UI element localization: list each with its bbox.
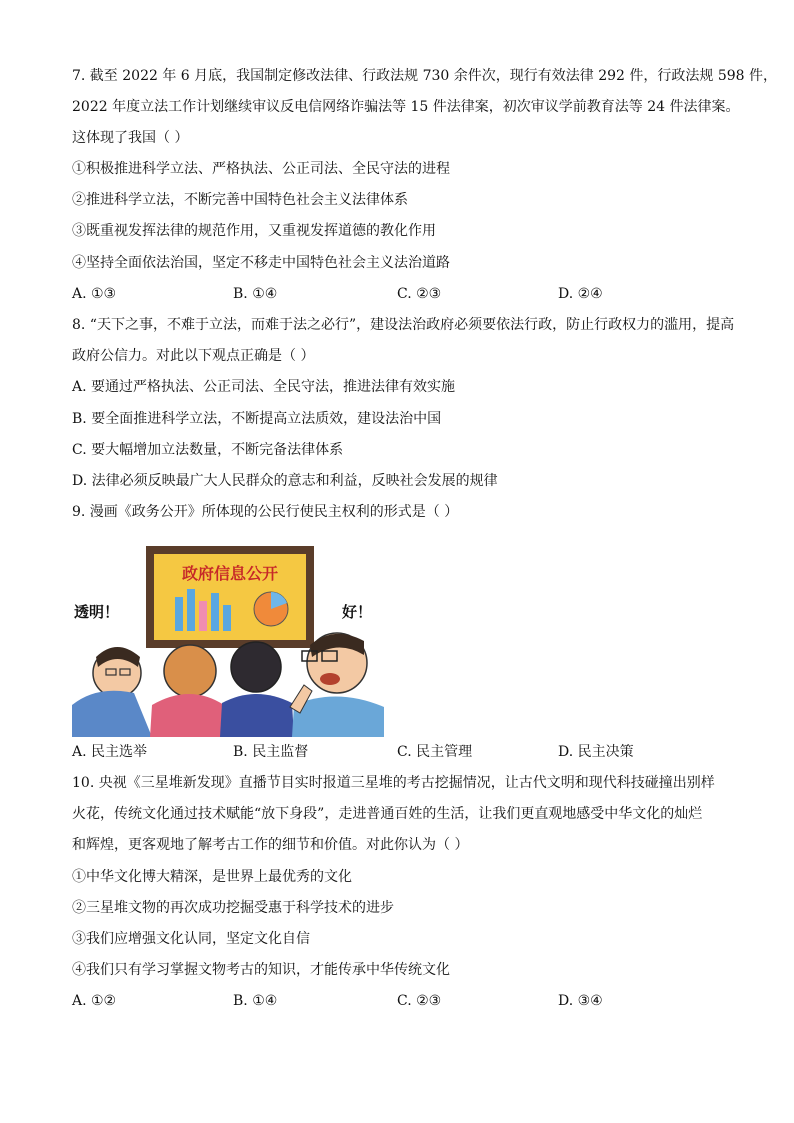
q10-option-d: D. ③④ (558, 993, 603, 1009)
q7-stem-line-1: 7. 截至 2022 年 6 月底，我国制定修改法律、行政法规 730 余件次，现行有效法律 292 件，行政法规 598 件， (72, 68, 778, 84)
chart-bar (187, 589, 195, 631)
q10-stem-line-3: 和辉煌，更客观地了解考古工作的细节和价值。对此你认为（ ） (72, 837, 469, 853)
person-hair (231, 642, 281, 692)
person-jacket (220, 694, 294, 737)
q9-stem: 9. 漫画《政务公开》所体现的公民行使民主权利的形式是（ ） (72, 504, 459, 520)
speech-right: 好！ (342, 603, 373, 621)
q8-choice-b: B. 要全面推进科学立法，不断提高立法质效，建设法治中国 (72, 411, 442, 427)
q10-option-c: C. ②③ (397, 993, 442, 1009)
q7-option-a: A. ①③ (72, 286, 117, 302)
q8-stem-line-1: 8. “天下之事，不难于立法，而难于法之必行”，建设法治政府必须要依法行政，防止行政权力的滥用，提高 (72, 317, 735, 333)
q7-option-d: D. ②④ (558, 286, 603, 302)
q7-item-3: ③既重视发挥法律的规范作用，又重视发挥道德的教化作用 (72, 223, 436, 239)
q10-item-1: ①中华文化博大精深，是世界上最优秀的文化 (72, 869, 352, 885)
q10-stem-line-2: 火花，传统文化通过技术赋能“放下身段”，走进普通百姓的生活，让我们更直观地感受中华文化的灿烂 (72, 806, 703, 822)
speech-left: 透明！ (74, 603, 120, 621)
chart-bar (211, 593, 219, 631)
q10-option-a: A. ①② (72, 993, 117, 1009)
q7-stem-line-3: 这体现了我国（ ） (72, 130, 189, 146)
q7-item-2: ②推进科学立法，不断完善中国特色社会主义法律体系 (72, 192, 408, 208)
q10-item-2: ②三星堆文物的再次成功挖掘受惠于科学技术的进步 (72, 900, 394, 916)
person-hair (164, 645, 216, 697)
q8-stem-line-2: 政府公信力。对此以下观点正确是（ ） (72, 348, 315, 364)
q8-choice-d: D. 法律必须反映最广大人民群众的意志和利益，反映社会发展的规律 (72, 473, 498, 489)
q9-option-c: C. 民主管理 (397, 744, 473, 760)
q7-stem-line-2: 2022 年度立法工作计划继续审议反电信网络诈骗法等 15 件法律案，初次审议学前教育法等 24 件法律案。 (72, 99, 740, 115)
q7-option-b: B. ①④ (233, 286, 278, 302)
q8-choice-a: A. 要通过严格执法、公正司法、全民守法，推进法律有效实施 (72, 379, 456, 395)
q10-item-3: ③我们应增强文化认同，坚定文化自信 (72, 931, 310, 947)
q10-stem-line-1: 10. 央视《三星堆新发现》直播节目实时报道三星堆的考古挖掘情况，让古代文明和现代科技碰撞出别样 (72, 775, 715, 791)
q9-option-a: A. 民主选举 (72, 744, 148, 760)
cartoon-government-info-disclosure (72, 545, 384, 737)
q7-item-4: ④坚持全面依法治国，坚定不移走中国特色社会主义法治道路 (72, 255, 450, 271)
chart-bar (199, 601, 207, 631)
person-mouth (320, 673, 340, 685)
q8-choice-c: C. 要大幅增加立法数量，不断完备法律体系 (72, 442, 344, 458)
q9-option-b: B. 民主监督 (233, 744, 309, 760)
q7-item-1: ①积极推进科学立法、严格执法、公正司法、全民守法的进程 (72, 161, 450, 177)
chart-bar (175, 597, 183, 631)
chart-bar (223, 605, 231, 631)
q10-item-4: ④我们只有学习掌握文物考古的知识，才能传承中华传统文化 (72, 962, 450, 978)
q10-option-b: B. ①④ (233, 993, 278, 1009)
q9-option-d: D. 民主决策 (558, 744, 634, 760)
q7-option-c: C. ②③ (397, 286, 442, 302)
board-title: 政府信息公开 (181, 564, 279, 583)
